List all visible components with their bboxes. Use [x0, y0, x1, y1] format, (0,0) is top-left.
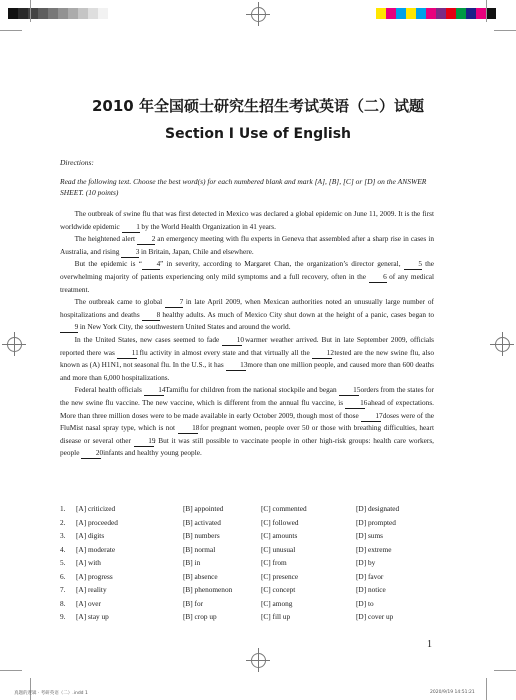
passage-text: tested are the new swine flu, also known as (A) H1N1, not seasonal flu. In the U.S., it has	[60, 347, 434, 370]
color-swatch	[48, 8, 58, 19]
answer-blank: 14	[144, 385, 164, 396]
passage-text: doses were of the FluMist nasal spray type, which is not	[60, 410, 434, 433]
option-row	[60, 529, 440, 543]
color-swatch	[456, 8, 466, 19]
option-d: [D] to	[356, 598, 374, 608]
passage-text: But the epidemic is “	[74, 259, 143, 269]
passage-text: orders from the states for the new swine flu vaccine. The new vaccine, which is different from the annual flu vaccine, is	[60, 385, 434, 407]
answer-blank: 8	[142, 310, 160, 321]
passage-text: of any medical treatment.	[60, 271, 434, 294]
crop-mark	[30, 678, 31, 700]
passage-text: In the United States, new cases seemed to fade	[74, 334, 223, 344]
crop-mark	[486, 678, 487, 700]
color-swatch	[466, 8, 476, 19]
answer-blank: 19	[134, 436, 154, 447]
passage-text: The outbreak of swine flu that was first detected in Mexico was declared a global epidemic on June 11, 2009. It is the first worldwide epidemic	[60, 209, 434, 231]
question-number: 5.	[60, 558, 66, 568]
passage-text: an emergency meeting with flu experts in Geneva that assembled after a sharp rise in cases in Australia, and rising	[60, 234, 434, 256]
question-number: 9.	[60, 612, 66, 622]
color-swatch	[476, 8, 486, 19]
option-b: [B] activated	[183, 517, 221, 527]
option-row	[60, 543, 440, 557]
option-d: [D] favor	[356, 571, 384, 581]
answer-blank: 18	[178, 423, 198, 434]
option-row	[60, 556, 440, 570]
option-a: [A] with	[76, 558, 101, 568]
question-number: 6.	[60, 571, 66, 581]
answer-blank: 3	[121, 247, 139, 258]
page-number: 1	[427, 639, 432, 650]
question-number: 2.	[60, 517, 66, 527]
question-number: 8.	[60, 598, 66, 608]
option-c: [C] followed	[261, 517, 299, 527]
exam-title: 2010 年全国硕士研究生招生考试英语（二）试题	[92, 97, 424, 115]
option-b: [B] phenomenon	[183, 585, 233, 595]
passage-text: healthy adults. As much of Mexico City shut down at the height of a panic, cases began to	[160, 309, 434, 319]
option-c: [C] unusual	[261, 544, 296, 554]
option-a: [A] reality	[76, 585, 107, 595]
color-swatch	[446, 8, 456, 19]
option-b: [B] appointed	[183, 504, 224, 514]
directions	[60, 157, 434, 206]
color-swatch	[416, 8, 426, 19]
directions-text: Read the following text. Choose the best word(s) for each numbered blank and mark [A], [B], [C] or [D] on the ANSWER SHEET. (10 points)	[60, 177, 427, 197]
question-number: 3.	[60, 531, 66, 541]
answer-blank: 13	[226, 360, 246, 371]
option-c: [C] presence	[261, 571, 299, 581]
question-number: 1.	[60, 504, 66, 514]
option-row	[60, 610, 440, 624]
option-a: [A] criticized	[76, 504, 116, 514]
passage-text: the overwhelming majority of patients experiencing only mild symptoms and a full recovery, often in the	[60, 259, 435, 281]
option-c: [C] amounts	[261, 531, 298, 541]
answer-blank: 7	[165, 297, 183, 308]
passage-paragraph	[60, 384, 434, 460]
option-c: [C] fill up	[261, 612, 291, 622]
passage-text: in New York City, the southwestern United States and around the world.	[78, 322, 291, 332]
color-swatch	[8, 8, 18, 19]
passage-text: ahead of expectations. More than three million doses were to be made available in early October 2009, though most of those	[60, 397, 434, 420]
answer-options-list	[60, 502, 440, 624]
option-b: [B] numbers	[183, 531, 220, 541]
option-b: [B] crop up	[183, 612, 217, 622]
crop-mark	[494, 670, 516, 671]
passage-paragraph	[60, 296, 434, 334]
option-d: [D] cover up	[356, 612, 394, 622]
color-swatch	[376, 8, 386, 19]
passage-paragraph	[60, 334, 434, 384]
option-a: [A] moderate	[76, 544, 116, 554]
answer-blank: 10	[222, 335, 242, 346]
answer-blank: 16	[345, 398, 365, 409]
question-number: 7.	[60, 585, 66, 595]
color-swatch	[406, 8, 416, 19]
option-d: [D] notice	[356, 585, 386, 595]
section-heading: Section I Use of English	[164, 126, 351, 142]
option-c: [C] commented	[261, 504, 307, 514]
option-d: [D] by	[356, 558, 376, 568]
option-a: [A] stay up	[76, 612, 109, 622]
passage-paragraph	[60, 233, 434, 258]
option-row	[60, 502, 440, 516]
option-a: [A] proceeded	[76, 517, 118, 527]
footer-timestamp: 2020/9/19 14:51:21	[430, 690, 475, 695]
option-d: [D] designated	[356, 504, 400, 514]
answer-blank: 12	[312, 348, 332, 359]
passage-paragraph	[60, 258, 434, 296]
crop-mark	[30, 0, 31, 22]
passage-text: by the World Health Organization in 41 years.	[139, 221, 276, 231]
cmyk-color-bar	[376, 8, 496, 19]
option-c: [C] concept	[261, 585, 296, 595]
directions-heading: Directions:	[60, 158, 94, 167]
option-d: [D] sums	[356, 531, 383, 541]
answer-blank: 4	[142, 259, 160, 270]
option-b: [B] normal	[183, 544, 216, 554]
crop-mark	[486, 0, 487, 22]
answer-blank: 1	[122, 222, 140, 233]
passage-text: The heightened alert	[74, 234, 138, 244]
option-row	[60, 583, 440, 597]
passage-text: for pregnant women, people over 50 or those with breathing difficulties, heart disease or several other	[60, 423, 434, 445]
answer-blank: 2	[137, 234, 155, 245]
passage-text: The outbreak came to global	[74, 297, 165, 307]
cloze-passage	[60, 208, 434, 460]
color-swatch	[18, 8, 28, 19]
option-a: [A] over	[76, 598, 101, 608]
color-swatch	[98, 8, 108, 19]
color-swatch	[68, 8, 78, 19]
passage-text: ” in severity, according to Margaret Chan, the organization’s director general,	[160, 259, 404, 269]
answer-blank: 9	[60, 322, 78, 333]
color-swatch	[396, 8, 406, 19]
option-d: [D] prompted	[356, 517, 396, 527]
passage-text: flu activity in almost every state and that virtually all the	[137, 347, 313, 357]
passage-text: infants and healthy young people.	[101, 448, 202, 458]
color-swatch	[386, 8, 396, 19]
passage-text: Federal health officials	[74, 385, 144, 395]
color-swatch	[426, 8, 436, 19]
color-swatch	[78, 8, 88, 19]
option-row	[60, 597, 440, 611]
option-a: [A] progress	[76, 571, 113, 581]
passage-paragraph	[60, 208, 434, 233]
crop-mark	[494, 30, 516, 31]
option-row	[60, 516, 440, 530]
question-number: 4.	[60, 544, 66, 554]
option-c: [C] from	[261, 558, 287, 568]
color-swatch	[88, 8, 98, 19]
option-c: [C] among	[261, 598, 293, 608]
option-b: [B] absence	[183, 571, 218, 581]
answer-blank: 17	[361, 411, 381, 422]
passage-text: . But it was still possible to vaccinate people in other high-risk groups: health care workers, people	[60, 435, 434, 458]
color-swatch	[486, 8, 496, 19]
passage-text: Tamiflu for children from the national stockpile and began	[163, 385, 339, 395]
color-swatch	[436, 8, 446, 19]
option-b: [B] in	[183, 558, 201, 568]
color-swatch	[58, 8, 68, 19]
passage-text: in late April 2009, when Mexican authorities noted an unusually large number of hospitalizations and deaths	[60, 297, 434, 319]
option-b: [B] for	[183, 598, 204, 608]
answer-blank: 15	[339, 385, 359, 396]
answer-blank: 11	[117, 348, 137, 359]
crop-mark	[0, 30, 22, 31]
passage-text: more than one million people, and caused more than 600 deaths and more than 6,000 hospitalizations.	[60, 360, 434, 382]
answer-blank: 20	[81, 448, 101, 459]
answer-blank: 6	[369, 272, 387, 283]
grayscale-color-bar	[8, 8, 108, 19]
answer-blank: 5	[404, 259, 422, 270]
option-row	[60, 570, 440, 584]
passage-text: in Britain, Japan, Chile and elsewhere.	[139, 246, 254, 256]
footer-file-name: 真题的逻辑 · 考研英语（二）.indd 1	[14, 691, 88, 696]
passage-text: warmer weather arrived. But in late September 2009, officials reported there was	[60, 334, 434, 357]
color-swatch	[38, 8, 48, 19]
option-a: [A] digits	[76, 531, 105, 541]
crop-mark	[0, 670, 22, 671]
option-d: [D] extreme	[356, 544, 392, 554]
